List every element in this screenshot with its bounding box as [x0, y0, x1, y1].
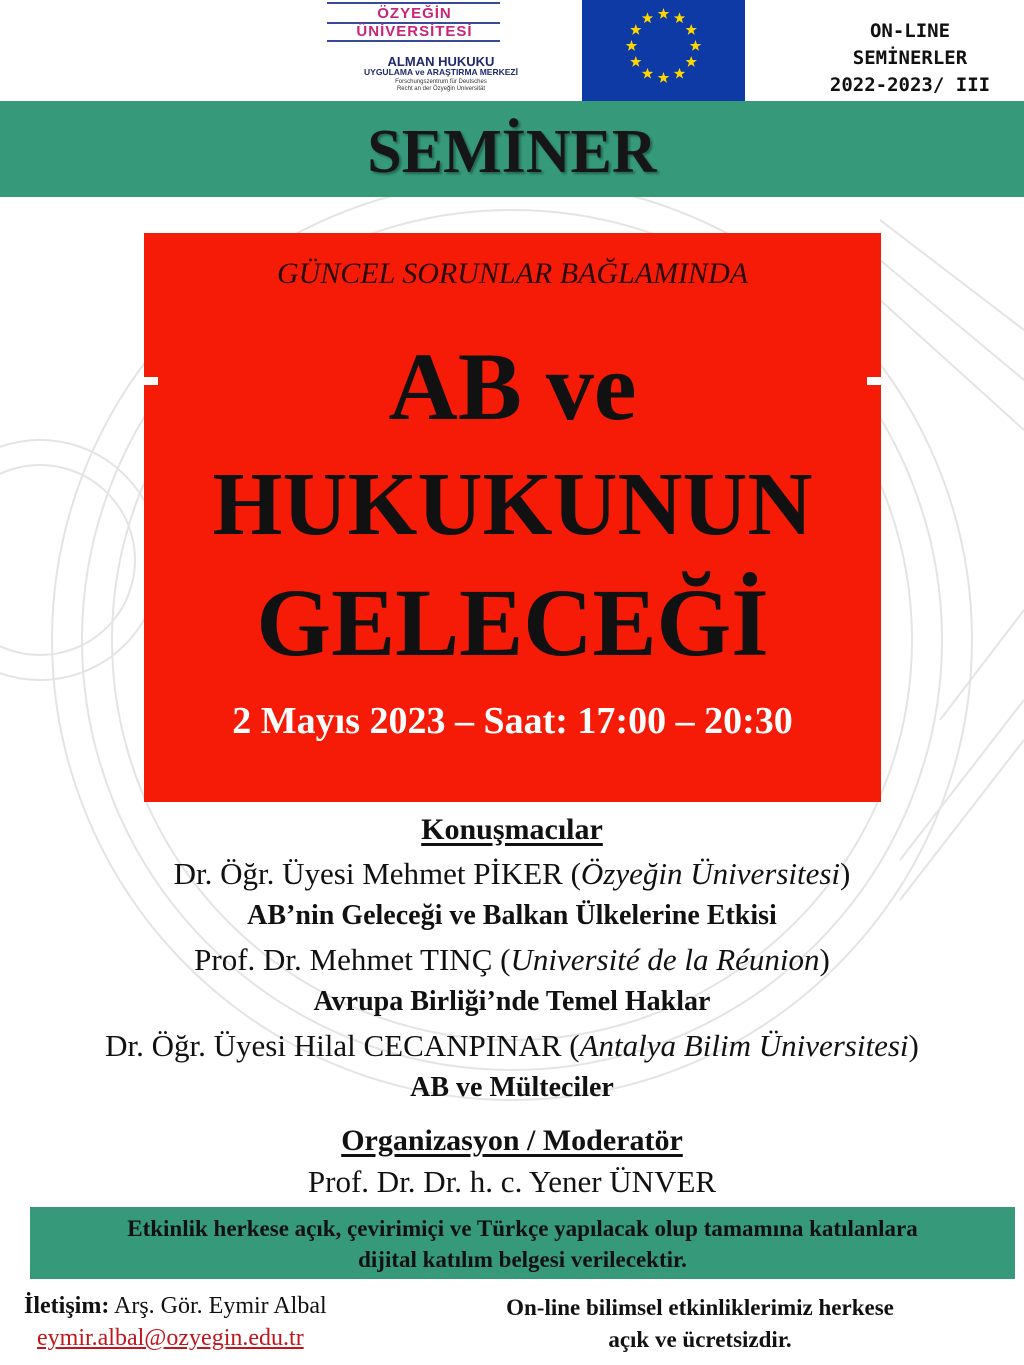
moderator-name: Prof. Dr. Dr. h. c. Yener ÜNVER — [307, 1164, 717, 1199]
contact-info — [24, 1293, 327, 1320]
logo-rule-top — [327, 2, 500, 4]
logo-center-german-1: Forschungszentrum für Deutsches — [395, 79, 487, 85]
speaker-1-line: Dr. Öğr. Üyesi Mehmet PİKER (Özyeğin Üniversitesi) — [173, 856, 851, 891]
event-box — [144, 233, 881, 802]
logo-university-name-2: ÜNİVERSİTESİ — [356, 23, 473, 40]
speaker-2-line: Prof. Dr. Mehmet TINÇ (Université de la Réunion) — [194, 942, 830, 977]
footer-note-line-2: açık ve ücretsizdir. — [608, 1327, 792, 1352]
speaker-3-topic: AB ve Mülteciler — [410, 1072, 614, 1103]
banner-title: SEMİNER — [367, 118, 657, 186]
seminar-series-label — [800, 18, 1020, 99]
speaker-2-topic: Avrupa Birliği’nde Temel Haklar — [313, 986, 711, 1017]
speaker-3-affiliation: Antalya Bilim Üniversitesi — [579, 1028, 909, 1063]
series-line-2: SEMİNERLER — [852, 47, 968, 69]
eu-flag-icon — [582, 0, 745, 101]
series-line-3: 2022-2023/ III — [829, 74, 991, 96]
logo-center-subtitle: UYGULAMA ve ARAŞTIRMA MERKEZİ — [364, 67, 518, 77]
series-line-1: ON-LINE — [869, 20, 951, 42]
contact-label: İletişim: — [24, 1293, 110, 1319]
contact-email-link[interactable]: eymir.albal@ozyegin.edu.tr — [37, 1325, 304, 1351]
event-datetime: 2 Mayıs 2023 – Saat: 17:00 – 20:30 — [232, 700, 793, 742]
event-title-line-2: HUKUKUNUN — [212, 455, 813, 554]
notice-line-1: Etkinlik herkese açık, çevirimiçi ve Türkçe yapılacak olup tamamına katılanlara — [127, 1216, 918, 1241]
speaker-3-name: Dr. Öğr. Üyesi Hilal CECANPINAR — [105, 1028, 562, 1063]
notice-box — [30, 1207, 1015, 1279]
footer-note-line-1: On-line bilimsel etkinliklerimiz herkese — [506, 1295, 894, 1320]
speaker-1-name: Dr. Öğr. Üyesi Mehmet PİKER — [173, 856, 563, 891]
speaker-1-affiliation: Özyeğin Üniversitesi — [580, 856, 841, 891]
speakers-heading: Konuşmacılar — [421, 813, 603, 846]
event-title-line-1: AB ve — [388, 333, 637, 440]
contact-person: Arş. Gör. Eymir Albal — [114, 1293, 327, 1319]
speaker-2-affiliation: Université de la Réunion — [510, 942, 820, 977]
speaker-3-line: Dr. Öğr. Üyesi Hilal CECANPINAR (Antalya Bilim Üniversitesi) — [105, 1028, 919, 1063]
university-logo — [302, 0, 580, 100]
event-title-line-3: GELECEĞİ — [256, 569, 769, 676]
event-subtitle: GÜNCEL SORUNLAR BAĞLAMINDA — [276, 257, 749, 290]
logo-center-name: ALMAN HUKUKU — [387, 54, 495, 69]
logo-center-german-2: Recht an der Özyeğin Universität — [396, 86, 486, 92]
logo-rule-bottom — [327, 40, 500, 42]
speaker-2-name: Prof. Dr. Mehmet TINÇ — [194, 942, 493, 977]
organization-heading: Organizasyon / Moderatör — [341, 1124, 683, 1157]
speaker-1-topic: AB’nin Geleceği ve Balkan Ülkelerine Etkisi — [247, 900, 777, 931]
logo-university-name-1: ÖZYEĞİN — [377, 5, 452, 22]
notice-line-2: dijital katılım belgesi verilecektir. — [358, 1247, 687, 1272]
